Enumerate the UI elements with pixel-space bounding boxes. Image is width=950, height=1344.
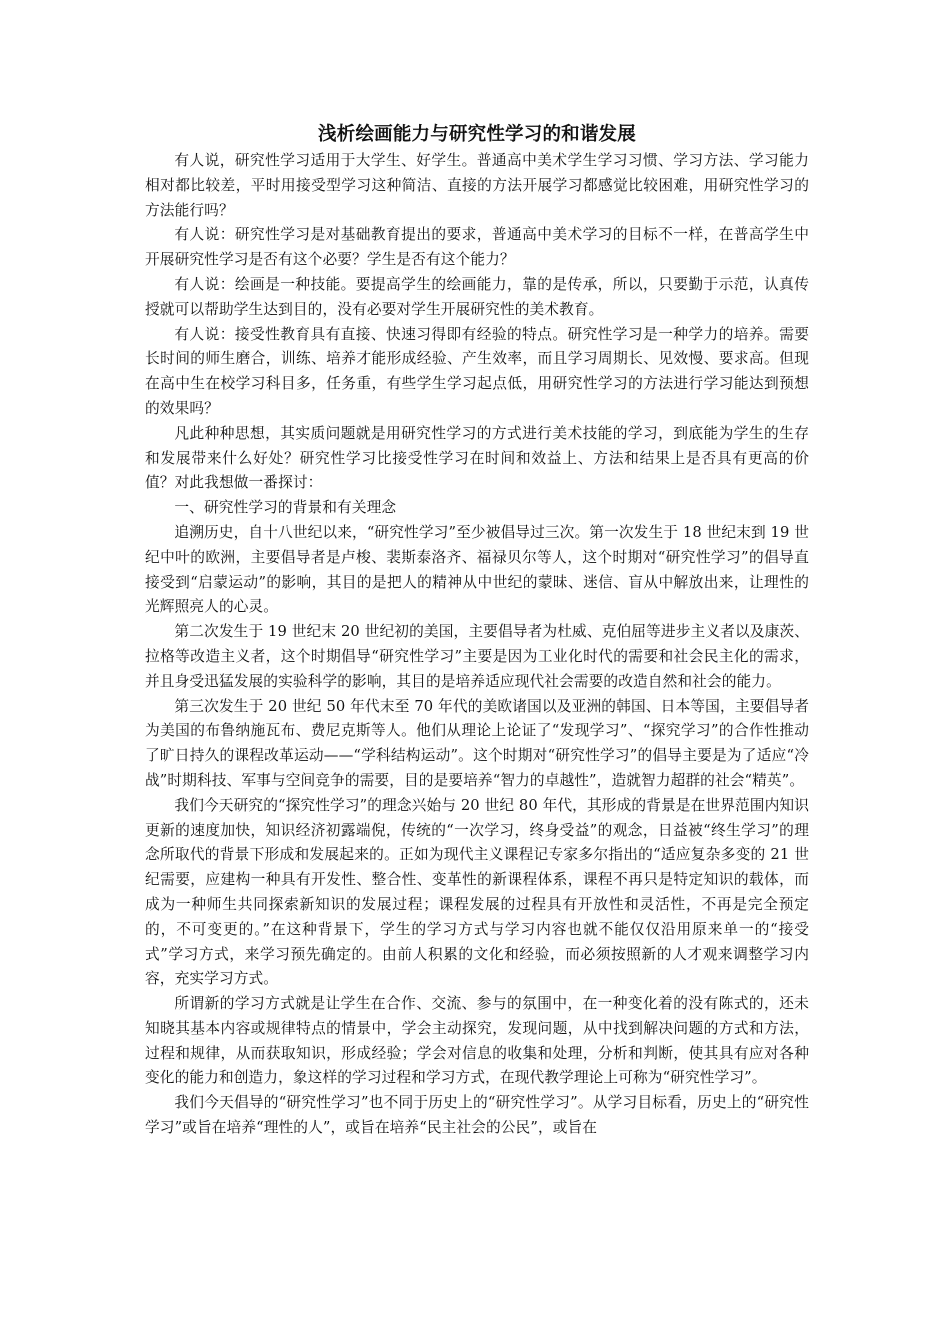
paragraph-8: 第三次发生于 20 世纪 50 年代末至 70 年代的美欧诸国以及亚洲的韩国、日本等国，主要倡导者为美国的布鲁纳施瓦布、费尼克斯等人。他们从理论上论证了“发现学习”、“探究学习”的合作性推动了旷日持久的课程改革运动——“学科结构运动”。这个时期对“研究性学习”的倡导主要是为了适应“冷战”时期科技、军事与空间竞争的需要，目的是要培养“智力的卓越性”，造就智力超群的社会“精英”。 bbox=[145, 697, 809, 789]
document-title: 浅析绘画能力与研究性学习的和谐发展 bbox=[318, 124, 636, 145]
paragraph-3: 有人说：绘画是一种技能。要提高学生的绘画能力，靠的是传承，所以，只要勤于示范，认真传授就可以帮助学生达到目的，没有必要对学生开展研究性的美术教育。 bbox=[145, 275, 809, 318]
document-body bbox=[145, 121, 809, 1141]
paragraph-11: 我们今天倡导的“研究性学习”也不同于历史上的“研究性学习”。从学习目标看，历史上的“研究性学习”或旨在培养“理性的人”，或旨在培养“民主社会的公民”，或旨在 bbox=[145, 1094, 809, 1137]
paragraph-4: 有人说：接受性教育具有直接、快速习得即有经验的特点。研究性学习是一种学力的培养。需要长时间的师生磨合，训练、培养才能形成经验、产生效率，而且学习周期长、见效慢、要求高。但现在高中生在校学习科目多，任务重，有些学生学习起点低，用研究性学习的方法进行学习能达到预想的效果吗？ bbox=[145, 325, 809, 417]
paragraph-2: 有人说：研究性学习是对基础教育提出的要求，普通高中美术学习的目标不一样，在普高学生中开展研究性学习是否有这个必要？学生是否有这个能力？ bbox=[145, 226, 809, 269]
section-heading-1: 一、研究性学习的背景和有关理念 bbox=[174, 499, 397, 517]
paragraph-1: 有人说，研究性学习适用于大学生、好学生。普通高中美术学生学习习惯、学习方法、学习能力相对都比较差，平时用接受型学习这种简洁、直接的方法开展学习都感觉比较困难，用研究性学习的方法能行吗？ bbox=[145, 152, 809, 219]
paragraph-9: 我们今天研究的“探究性学习”的理念兴始与 20 世纪 80 年代，其形成的背景是在世界范围内知识更新的速度加快，知识经济初露端倪，传统的“一次学习，终身受益”的观念，日益被“终生学习”的理念所取代的背景下形成和发展起来的。正如为现代主义课程记专家多尔指出的“适应复杂多变的 21 世纪需要，应建构一种具有开发性、整合性、变革性的新课程体系，课程不再只是特定知识的载体，而成为一种师生共同探索新知识的发展过程；课程发展的过程具有开放性和灵活性，不再是完全预定的，不可变更的。”在这种背景下，学生的学习方式与学习内容也就不能仅仅沿用原来单一的“接受式”学习方式，来学习预先确定的。由前人积累的文化和经验，而必须按照新的人才观来调整学习内容，充实学习方式。 bbox=[145, 796, 809, 988]
paragraph-5: 凡此种种思想，其实质问题就是用研究性学习的方式进行美术技能的学习，到底能为学生的生存和发展带来什么好处？研究性学习比接受性学习在时间和效益上、方法和结果上是否具有更高的价值？对此我想做一番探讨： bbox=[145, 424, 809, 492]
paragraph-6: 追溯历史，自十八世纪以来，“研究性学习”至少被倡导过三次。第一次发生于 18 世纪末到 19 世纪中叶的欧洲，主要倡导者是卢梭、裴斯泰洛齐、福禄贝尔等人，这个时期对“研究性学习”的倡导直接受到“启蒙运动”的影响，其目的是把人的精神从中世纪的蒙昧、迷信、盲从中解放出来，让理性的光辉照亮人的心灵。 bbox=[145, 523, 809, 616]
paragraph-7: 第二次发生于 19 世纪末 20 世纪初的美国，主要倡导者为杜威、克伯屈等进步主义者以及康茨、拉格等改造主义者，这个时期倡导“研究性学习”主要是因为工业化时代的需要和社会民主化的需求，并且身受迅猛发展的实验科学的影响，其目的是培养适应现代社会需要的改造自然和社会的能力。 bbox=[145, 623, 809, 690]
paragraph-10: 所谓新的学习方式就是让学生在合作、交流、参与的氛围中，在一种变化着的没有陈式的，还未知晓其基本内容或规律特点的情景中，学会主动探究，发现问题，从中找到解决问题的方式和方法，过程和规律，从而获取知识，形成经验；学会对信息的收集和处理，分析和判断，使其具有应对各种变化的能力和创造力，象这样的学习过程和学习方式，在现代教学理论上可称为“研究性学习”。 bbox=[145, 995, 809, 1087]
